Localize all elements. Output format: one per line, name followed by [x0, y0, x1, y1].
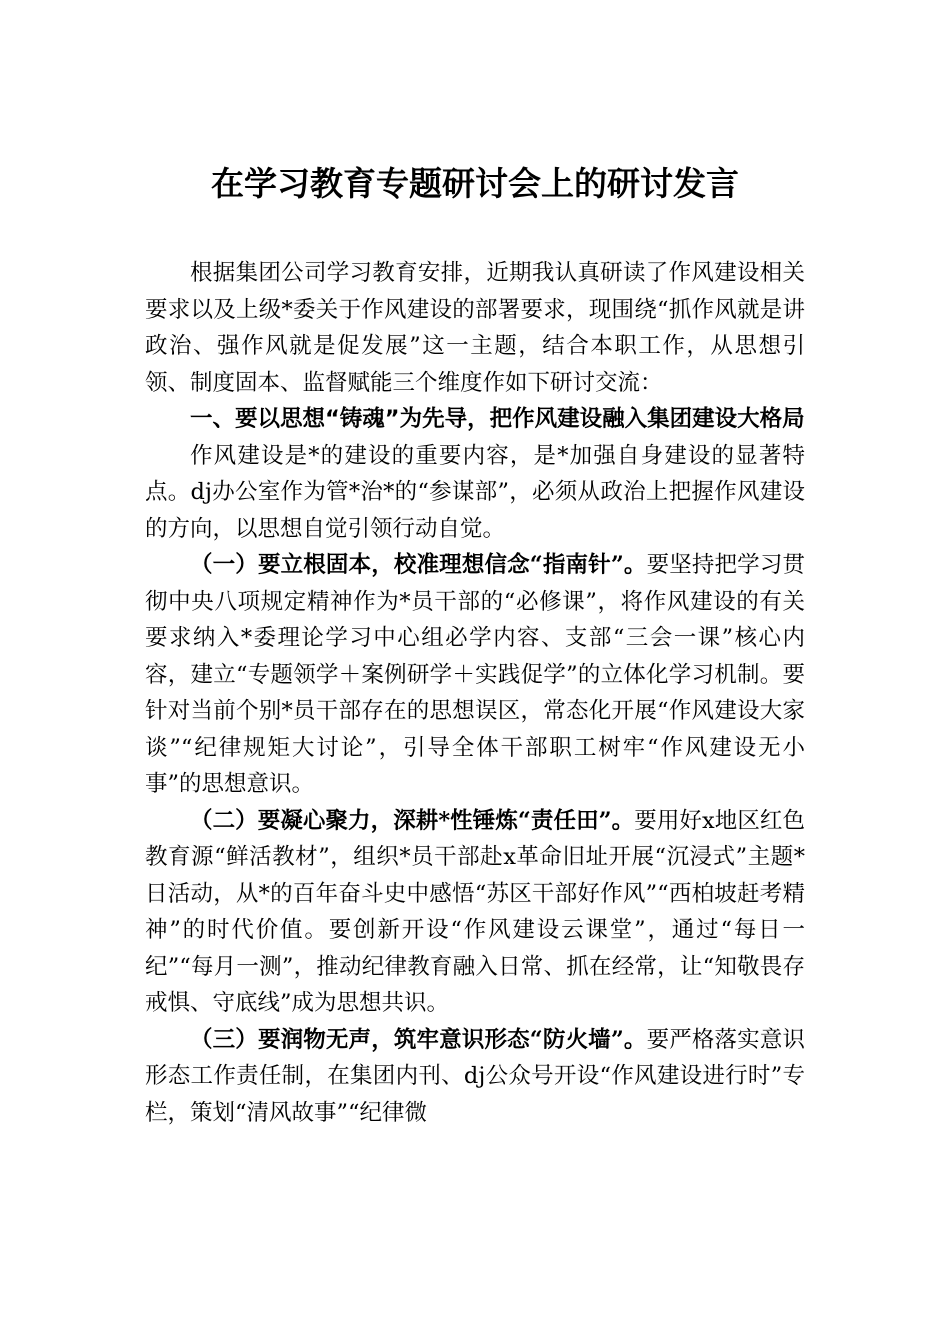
section-1-lead-paragraph: 作风建设是*的建设的重要内容，是*加强自身建设的显著特点。dj办公室作为管*治*的“参谋部”，必须从政治上把握作风建设的方向，以思想自觉引领行动自觉。 [145, 442, 805, 542]
subsection-3-text: 要严格落实意识形态工作责任制，在集团内刊、dj公众号开设“作风建设进行时”专栏，策划“清风故事”“纪律微 [145, 1026, 805, 1126]
subsection-1-heading: （一）要立根固本，校准理想信念“指南针”。 [190, 552, 647, 578]
subsection-3-paragraph [145, 1022, 805, 1132]
document-body [145, 255, 805, 1131]
subsection-1-paragraph [145, 547, 805, 803]
subsection-2-heading: （二）要凝心聚力，深耕*性锤炼“责任田”。 [190, 807, 635, 834]
subsection-3-heading: （三）要润物无声，筑牢意识形态“防火墙”。 [190, 1026, 647, 1053]
subsection-1-text: 要坚持把学习贯彻中央八项规定精神作为*员干部的“必修课”，将作风建设的有关要求纳入*委理论学习中心组必学内容、支部“三会一课”核心内容，建立“专题领学＋案例研学＋实践促学”的立体化学习机制。要针对当前个别*员干部存在的思想误区，常态化开展“作风建设大家谈”“纪律规矩大讨论”，引导全体干部职工树牢“作风建设无小事”的思想意识。 [145, 552, 805, 797]
subsection-2-text: 要用好x地区红色教育源“鲜活教材”，组织*员干部赴x革命旧址开展“沉浸式”主题*日活动，从*的百年奋斗史中感悟“苏区干部好作风”“西柏坡赶考精神”的时代价值。要创新开设“作风建设云课堂”，通过“每日一纪”“每月一测”，推动纪律教育融入日常、抓在经常，让“知敬畏存戒惧、守底线”成为思想共识。 [145, 807, 805, 1016]
document-title: 在学习教育专题研讨会上的研讨发言 [211, 164, 739, 203]
intro-paragraph: 根据集团公司学习教育安排，近期我认真研读了作风建设相关要求以及上级*委关于作风建设的部署要求，现围绕“抓作风就是讲政治、强作风就是促发展”这一主题，结合本职工作，从思想引领、制度固本、监督赋能三个维度作如下研讨交流： [145, 260, 805, 396]
section-1-heading: 一、要以思想“铸魂”为先导，把作风建设融入集团建设大格局 [190, 406, 805, 432]
subsection-2-paragraph [145, 803, 805, 1022]
